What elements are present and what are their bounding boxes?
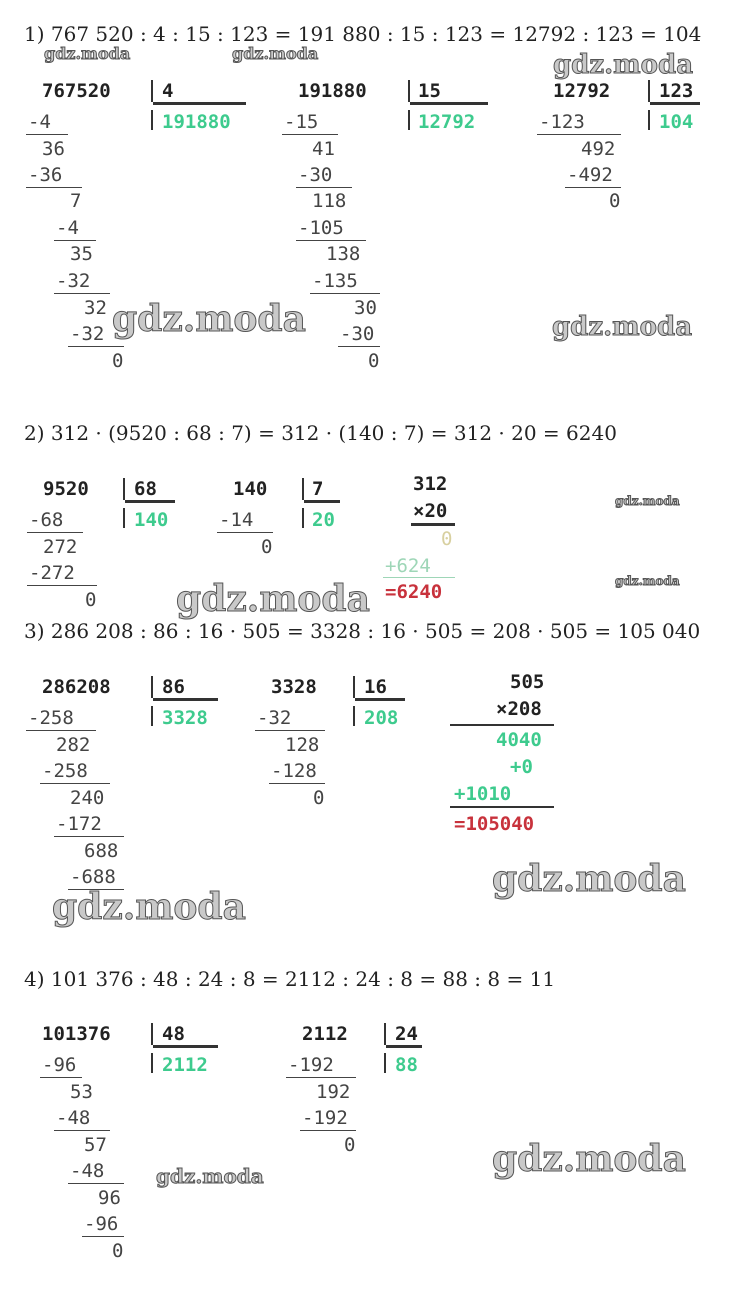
factor-a: 505: [510, 671, 545, 693]
equation-2: 2) 312 · (9520 : 68 : 7) = 312 · (140 : 7) = 312 · 20 = 6240: [24, 421, 617, 445]
partial-2: +0: [510, 756, 533, 778]
step: 53: [70, 1081, 93, 1103]
step: -48: [70, 1160, 105, 1182]
partial-1: 4040: [496, 729, 542, 751]
dividend: 286208: [42, 676, 111, 698]
step: -258: [28, 707, 74, 729]
factor-b: ×20: [413, 500, 448, 522]
step: 118: [312, 190, 347, 212]
watermark-logo: gdz.moda: [492, 858, 686, 900]
step: -96: [42, 1054, 77, 1076]
watermark-logo: gdz.moda: [492, 1138, 686, 1180]
step: -96: [84, 1213, 119, 1235]
step: -30: [340, 323, 375, 345]
step: 0: [368, 350, 380, 372]
divisor: 68: [134, 478, 157, 500]
step: 32: [84, 297, 107, 319]
step: 128: [285, 734, 320, 756]
product: =6240: [385, 581, 443, 603]
divisor: 123: [659, 80, 694, 102]
step: -258: [42, 760, 88, 782]
quotient: 2112: [162, 1054, 208, 1076]
step: 0: [85, 589, 97, 611]
equation-3: 3) 286 208 : 86 : 16 · 505 = 3328 : 16 · 505 = 208 · 505 = 105 040: [24, 619, 701, 643]
watermark-logo: gdz.moda: [112, 298, 306, 340]
partial-3: +1010: [454, 783, 512, 805]
divisor: 4: [162, 80, 174, 102]
step: 688: [84, 840, 119, 862]
equation-4: 4) 101 376 : 48 : 24 : 8 = 2112 : 24 : 8 = 88 : 8 = 11: [24, 967, 556, 991]
step: -105: [298, 217, 344, 239]
watermark-logo: gdz.moda: [553, 50, 694, 80]
partial-1: 0: [441, 528, 453, 550]
partial-2: +624: [385, 555, 431, 577]
watermark-logo: gdz.moda: [52, 886, 246, 928]
step: -128: [271, 760, 317, 782]
step: 240: [70, 787, 105, 809]
watermark-logo: gdz.moda: [615, 574, 680, 588]
step: -272: [29, 562, 75, 584]
divisor: 15: [418, 80, 441, 102]
step: 0: [609, 190, 621, 212]
step: -492: [567, 164, 613, 186]
step: -68: [29, 509, 64, 531]
step: 57: [84, 1134, 107, 1156]
dividend: 12792: [553, 80, 611, 102]
factor-b: ×208: [496, 698, 542, 720]
step: 138: [326, 243, 361, 265]
factor-a: 312: [413, 473, 448, 495]
quotient: 3328: [162, 707, 208, 729]
step: 0: [112, 1240, 124, 1262]
step: -688: [70, 866, 116, 888]
step: -123: [539, 111, 585, 133]
step: 0: [313, 787, 325, 809]
quotient: 20: [312, 509, 335, 531]
step: 192: [316, 1081, 351, 1103]
quotient: 104: [659, 111, 694, 133]
step: 282: [56, 734, 91, 756]
watermark-logo: gdz.moda: [176, 578, 370, 620]
step: 0: [344, 1134, 356, 1156]
step: -135: [312, 270, 358, 292]
step: 35: [70, 243, 93, 265]
dividend: 3328: [271, 676, 317, 698]
equation-1: 1) 767 520 : 4 : 15 : 123 = 191 880 : 15 : 123 = 12792 : 123 = 104: [24, 22, 702, 46]
step: -15: [284, 111, 319, 133]
divisor: 16: [364, 676, 387, 698]
dividend: 140: [233, 478, 268, 500]
quotient: 140: [134, 509, 169, 531]
divisor: 7: [312, 478, 324, 500]
step: 492: [581, 138, 616, 160]
step: 96: [98, 1187, 121, 1209]
step: -14: [219, 509, 254, 531]
step: -48: [56, 1107, 91, 1129]
product: =105040: [454, 813, 535, 835]
divisor: 48: [162, 1023, 185, 1045]
quotient: 191880: [162, 111, 231, 133]
watermark-logo: gdz.moda: [156, 1164, 264, 1188]
quotient: 12792: [418, 111, 476, 133]
step: -36: [28, 164, 63, 186]
dividend: 191880: [298, 80, 367, 102]
watermark-logo: gdz.moda: [552, 312, 693, 342]
step: -32: [70, 323, 105, 345]
step: 0: [261, 536, 273, 558]
watermark-logo: gdz.moda: [44, 44, 131, 63]
dividend: 2112: [302, 1023, 348, 1045]
step: -30: [298, 164, 333, 186]
step: 41: [312, 138, 335, 160]
step: -4: [56, 217, 79, 239]
dividend: 767520: [42, 80, 111, 102]
step: -172: [56, 813, 102, 835]
watermark-logo: gdz.moda: [615, 494, 680, 508]
step: 0: [112, 350, 124, 372]
step: -4: [28, 111, 51, 133]
step: 272: [43, 536, 78, 558]
divisor: 24: [395, 1023, 418, 1045]
step: -192: [302, 1107, 348, 1129]
divisor: 86: [162, 676, 185, 698]
quotient: 208: [364, 707, 399, 729]
dividend: 9520: [43, 478, 89, 500]
step: 36: [42, 138, 65, 160]
step: -32: [257, 707, 292, 729]
quotient: 88: [395, 1054, 418, 1076]
step: 7: [70, 190, 82, 212]
step: 30: [354, 297, 377, 319]
step: -32: [56, 270, 91, 292]
dividend: 101376: [42, 1023, 111, 1045]
watermark-logo: gdz.moda: [232, 44, 319, 63]
step: -192: [288, 1054, 334, 1076]
